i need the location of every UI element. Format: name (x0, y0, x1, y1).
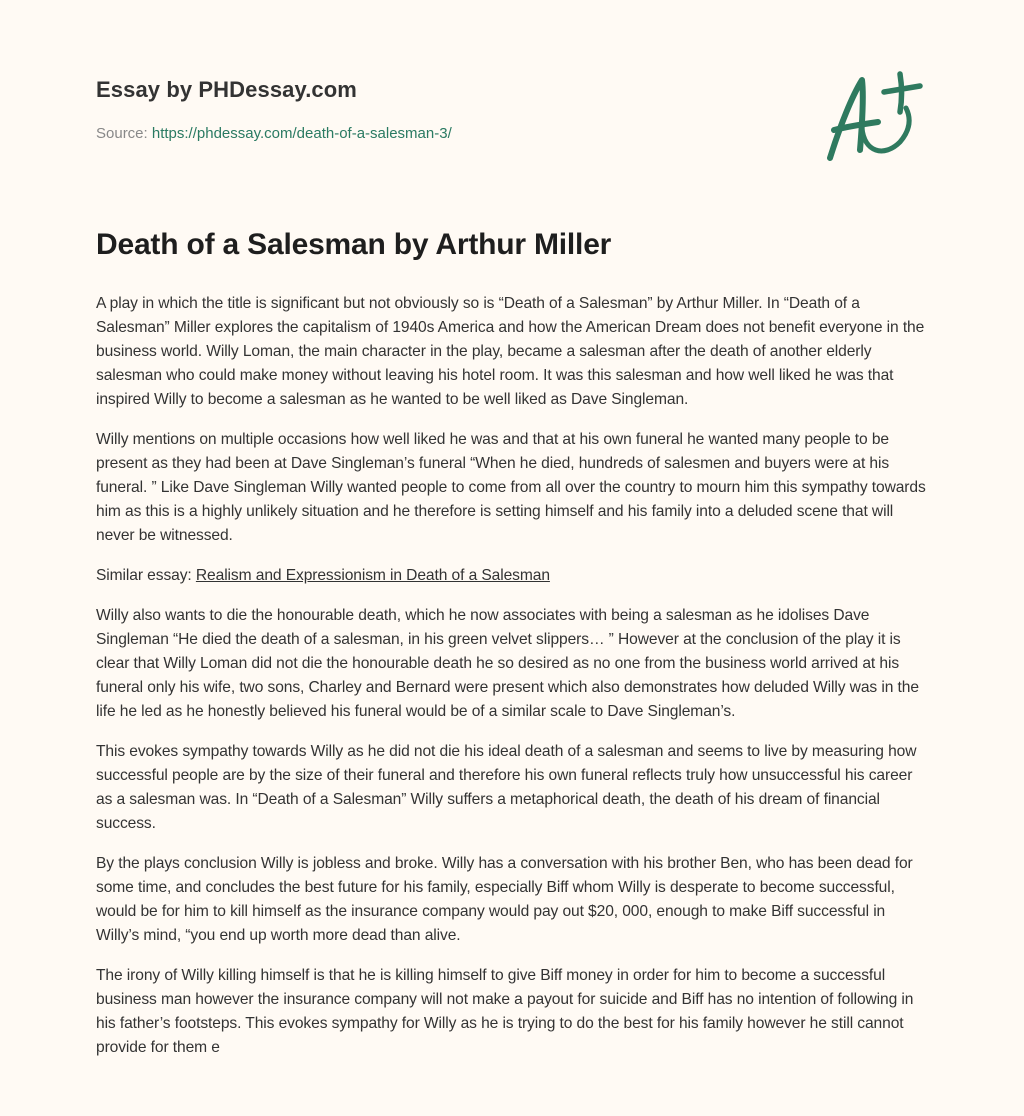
essay-paragraph: Willy mentions on multiple occasions how well liked he was and that at his own funeral he wanted many people to be present as they had been at Dave Singleman’s funeral “When he died, hundreds of salesmen and buyers were at his funeral. ” Like Dave Singleman Willy wanted people to come from all over the country to mourn him this sympathy towards him as this is a highly unlikely situation and he therefore is setting himself and his family into a deluded scene that will never be witnessed. (96, 431, 926, 544)
source-link[interactable]: https://phdessay.com/death-of-a-salesman-3/ (151, 125, 452, 142)
essay-paragraph: The irony of Willy killing himself is that he is killing himself to give Biff money in order for him to become a successful business man however the insurance company will not make a payout for suicide and Biff has no intention of following in his father’s footsteps. This evokes sympathy for Willy as he is trying to do the best for his family however he still cannot provide for them e (96, 967, 914, 1056)
source-label: Source: (96, 125, 152, 142)
essay-body (96, 224, 932, 1076)
essay-paragraph: By the plays conclusion Willy is jobless and broke. Willy has a conversation with his brother Ben, who has been dead for some time, and concludes the best future for his family, especially Biff whom Willy is desperate to become successful, would be for him to kill himself as the insurance company would pay out $20, 000, enough to make Biff successful in Willy’s mind, “you end up worth more dead than alive. (96, 855, 913, 944)
essay-paragraph: Willy also wants to die the honourable death, which he now associates with being a salesman as he idolises Dave Singleman “He died the death of a salesman, in his green velvet slippers… ” However at the conclusion of the play it is clear that Willy Loman did not die the honourable death he so desired as no one from the business world arrived at his funeral only his wife, two sons, Charley and Bernard were present which also demonstrates how deluded Willy was in the life he led as he honestly believed his funeral would be of a similar scale to Dave Singleman’s. (96, 607, 919, 720)
source-line (96, 124, 928, 144)
brand-title: Essay by PHDessay.com (96, 77, 357, 102)
essay-title: Death of a Salesman by Arthur Miller (96, 228, 612, 261)
similar-essay-link[interactable]: Realism and Expressionism in Death of a Salesman (195, 567, 550, 584)
a-plus-grade-icon (820, 66, 930, 166)
similar-essay (96, 564, 932, 588)
essay-paragraph: This evokes sympathy towards Willy as he did not die his ideal death of a salesman and seems to live by measuring how successful people are by the size of their funeral and therefore his own funeral reflects truly how unsuccessful his career as a salesman was. In “Death of a Salesman” Willy suffers a metaphorical death, the death of his dream of financial success. (96, 743, 917, 832)
essay-header (96, 74, 928, 144)
essay-paragraph: A play in which the title is significant but not obviously so is “Death of a Salesman” by Arthur Miller. In “Death of a Salesman” Miller explores the capitalism of 1940s America and how the American Dream does not benefit everyone in the business world. Willy Loman, the main character in the play, became a salesman after the death of another elderly salesman who could make money without leaving his hotel room. It was this salesman and how well liked he was that inspired Willy to become a salesman as he wanted to be well liked as Dave Singleman. (96, 295, 925, 408)
similar-essay-label: Similar essay: (96, 567, 196, 584)
